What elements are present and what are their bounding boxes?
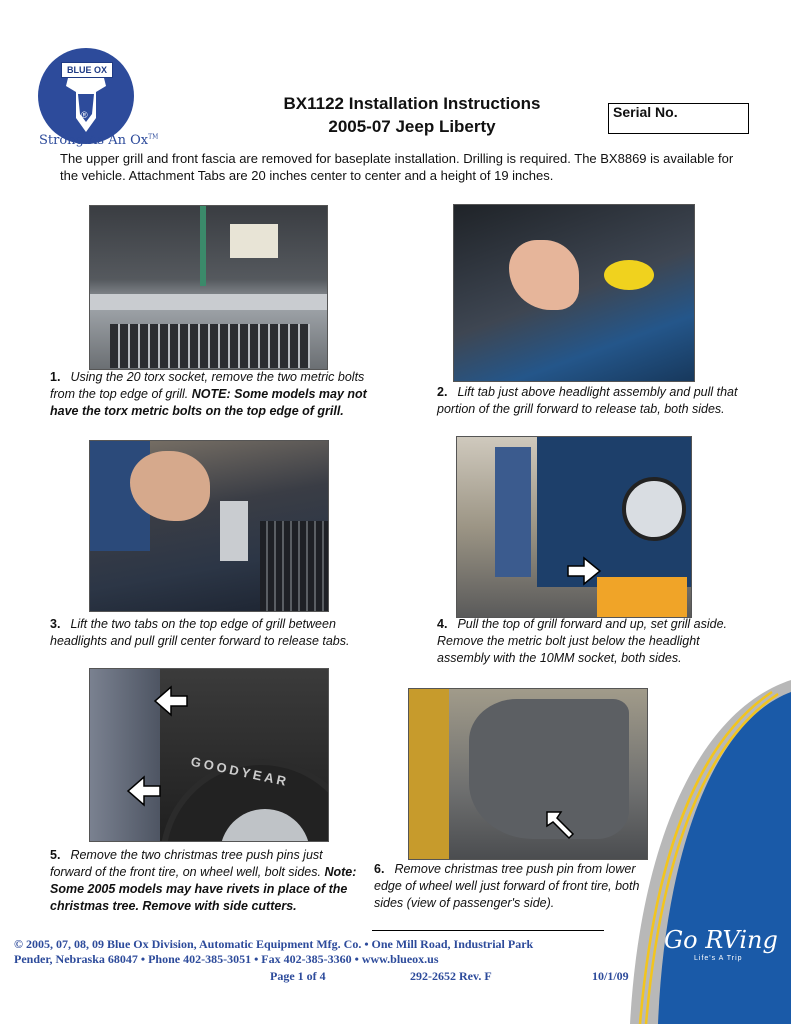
footer-date: 10/1/09 xyxy=(592,969,629,983)
serial-number-box xyxy=(608,103,749,134)
footer-page: Page 1 of 4 xyxy=(270,969,326,983)
serial-label: Serial No. xyxy=(613,104,678,120)
photo-step-4 xyxy=(456,436,692,618)
title-line-2: 2005-07 Jeep Liberty xyxy=(328,117,496,136)
photo-step-5 xyxy=(89,668,329,842)
arrow-icon xyxy=(126,774,162,808)
footer-contact: Pender, Nebraska 68047 • Phone 402-385-3051 • Fax 402-385-3360 • www.blueox.us xyxy=(14,952,439,966)
caption-divider xyxy=(372,930,604,931)
photo-step-3 xyxy=(89,440,329,612)
photo-step-1 xyxy=(89,205,328,370)
page-title xyxy=(262,92,562,138)
step-1-caption: 1. Using the 20 torx socket, remove the two metric bolts from the top edge of grill. NOTE: Some models may not have the torx metric bolts on the top edge of grill. xyxy=(50,370,367,418)
intro-paragraph: The upper grill and front fascia are removed for baseplate installation. Drilling is required. The BX8869 is available for the vehicle. Attachment Tabs are 20 inches center to center and a height of 19 inches. xyxy=(60,151,734,183)
step-6-caption: 6. Remove christmas tree push pin from lower edge of wheel well just forward of front tire, both sides (view of passenger's side). xyxy=(374,862,640,910)
registered-mark: ® xyxy=(81,110,88,120)
step-3-caption: 3. Lift the two tabs on the top edge of grill between headlights and pull grill center forward to release tabs. xyxy=(50,617,350,648)
road-graphic xyxy=(540,680,791,1024)
step-4-caption: 4. Pull the top of grill forward and up, set grill aside. Remove the metric bolt just below the headlight assembly with the 10MM socket, both sides. xyxy=(437,617,728,665)
step-2-caption: 2. Lift tab just above headlight assembly and pull that portion of the grill forward to release tab, both sides. xyxy=(437,385,738,416)
go-rving-logo: Go RVing xyxy=(664,926,778,954)
footer-part-number: 292-2652 Rev. F xyxy=(410,969,492,983)
tagline: Strong As An Ox™ xyxy=(39,133,159,148)
step-5-caption: 5. Remove the two christmas tree push pins just forward of the front tire, on wheel well, bolt sides. Note: Some 2005 models may have rivets in place of the christmas tree. Remove with side cutters. xyxy=(50,848,357,913)
arrow-icon xyxy=(153,684,189,718)
arrow-icon xyxy=(566,556,602,586)
photo-step-2 xyxy=(453,204,695,382)
logo-word: BLUE OX xyxy=(61,62,113,78)
title-line-1: BX1122 Installation Instructions xyxy=(283,94,541,113)
go-rving-tagline: Life's A Trip xyxy=(694,955,743,962)
footer-copyright: © 2005, 07, 08, 09 Blue Ox Division, Automatic Equipment Mfg. Co. • One Mill Road, Industrial Park xyxy=(14,937,534,951)
tire-brand-text: GOODYEAR xyxy=(189,753,291,790)
